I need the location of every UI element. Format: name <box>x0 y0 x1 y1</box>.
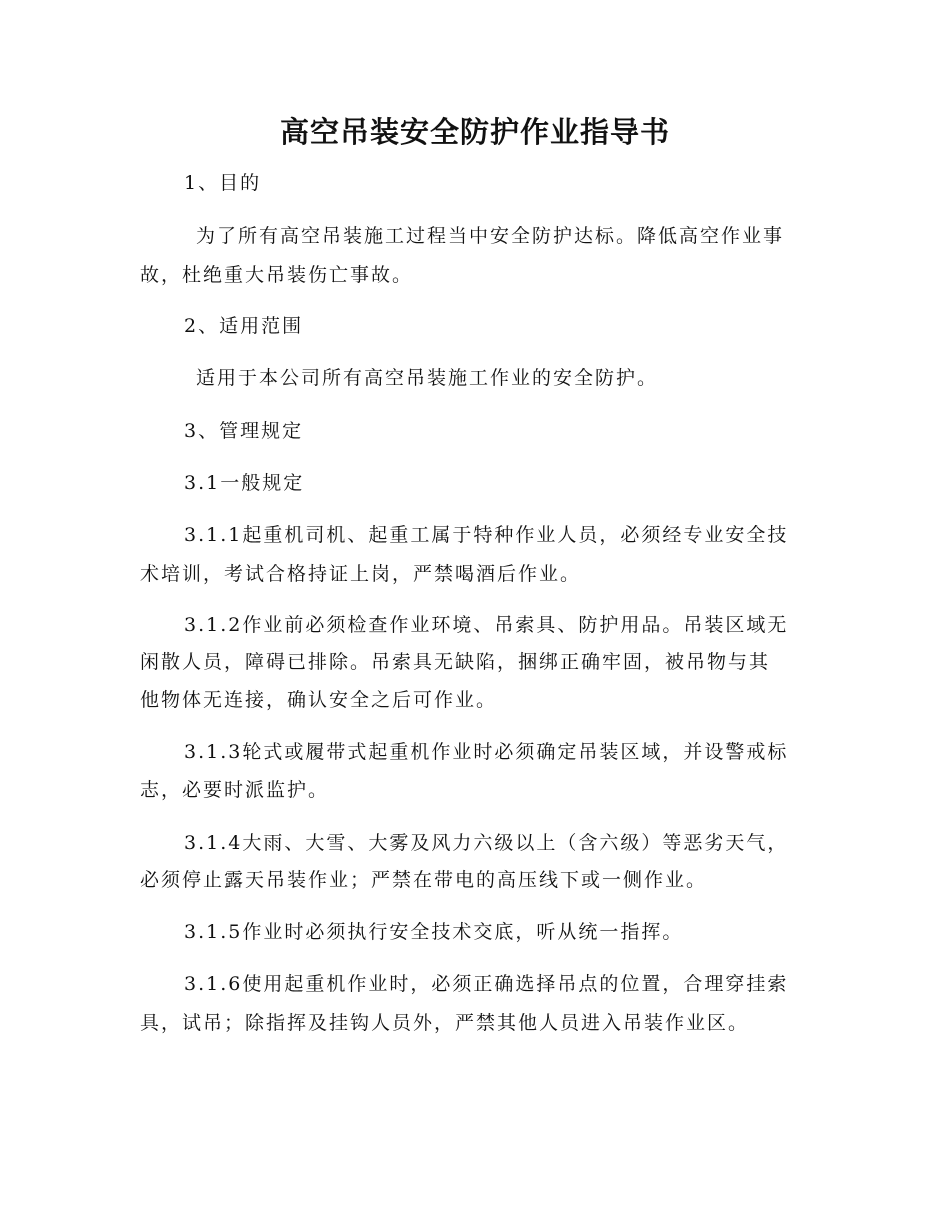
section-heading-purpose: 1、目的 <box>184 172 262 194</box>
paragraph-line: 闲散人员，障碍已排除。吊索具无缺陷，捆绑正确牢固，被吊物与其 <box>140 651 771 673</box>
paragraph-line: 志，必要时派监护。 <box>140 779 330 801</box>
section-heading-rules: 3、管理规定 <box>184 420 304 442</box>
paragraph-line: 他物体无连接，确认安全之后可作业。 <box>140 689 498 711</box>
paragraph-line: 具，试吊；除指挥及挂钩人员外，严禁其他人员进入吊装作业区。 <box>140 1012 750 1034</box>
paragraph-line: 3.1.5作业时必须执行安全技术交底，听从统一指挥。 <box>184 921 684 943</box>
paragraph-line: 3.1.2作业前必须检查作业环境、吊索具、防护用品。吊装区域无 <box>184 614 789 636</box>
paragraph-line: 必须停止露天吊装作业；严禁在带电的高压线下或一侧作业。 <box>140 869 708 891</box>
subsection-heading: 3.1一般规定 <box>184 472 305 494</box>
paragraph-line: 适用于本公司所有高空吊装施工作业的安全防护。 <box>196 367 659 389</box>
paragraph-line: 3.1.4大雨、大雪、大雾及风力六级以上（含六级）等恶劣天气， <box>184 832 789 854</box>
paragraph-line: 3.1.3轮式或履带式起重机作业时必须确定吊装区域，并设警戒标 <box>184 741 789 763</box>
paragraph-line: 3.1.1起重机司机、起重工属于特种作业人员，必须经专业安全技 <box>184 524 789 546</box>
paragraph-line: 为了所有高空吊装施工过程当中安全防护达标。降低高空作业事 <box>196 225 785 247</box>
paragraph-line: 故，杜绝重大吊装伤亡事故。 <box>140 264 414 286</box>
paragraph-line: 术培训，考试合格持证上岗，严禁喝酒后作业。 <box>140 563 582 585</box>
paragraph-line: 3.1.6使用起重机作业时，必须正确选择吊点的位置，合理穿挂索 <box>184 973 789 995</box>
section-heading-scope: 2、适用范围 <box>184 315 304 337</box>
document-title: 高空吊装安全防护作业指导书 <box>279 115 670 149</box>
